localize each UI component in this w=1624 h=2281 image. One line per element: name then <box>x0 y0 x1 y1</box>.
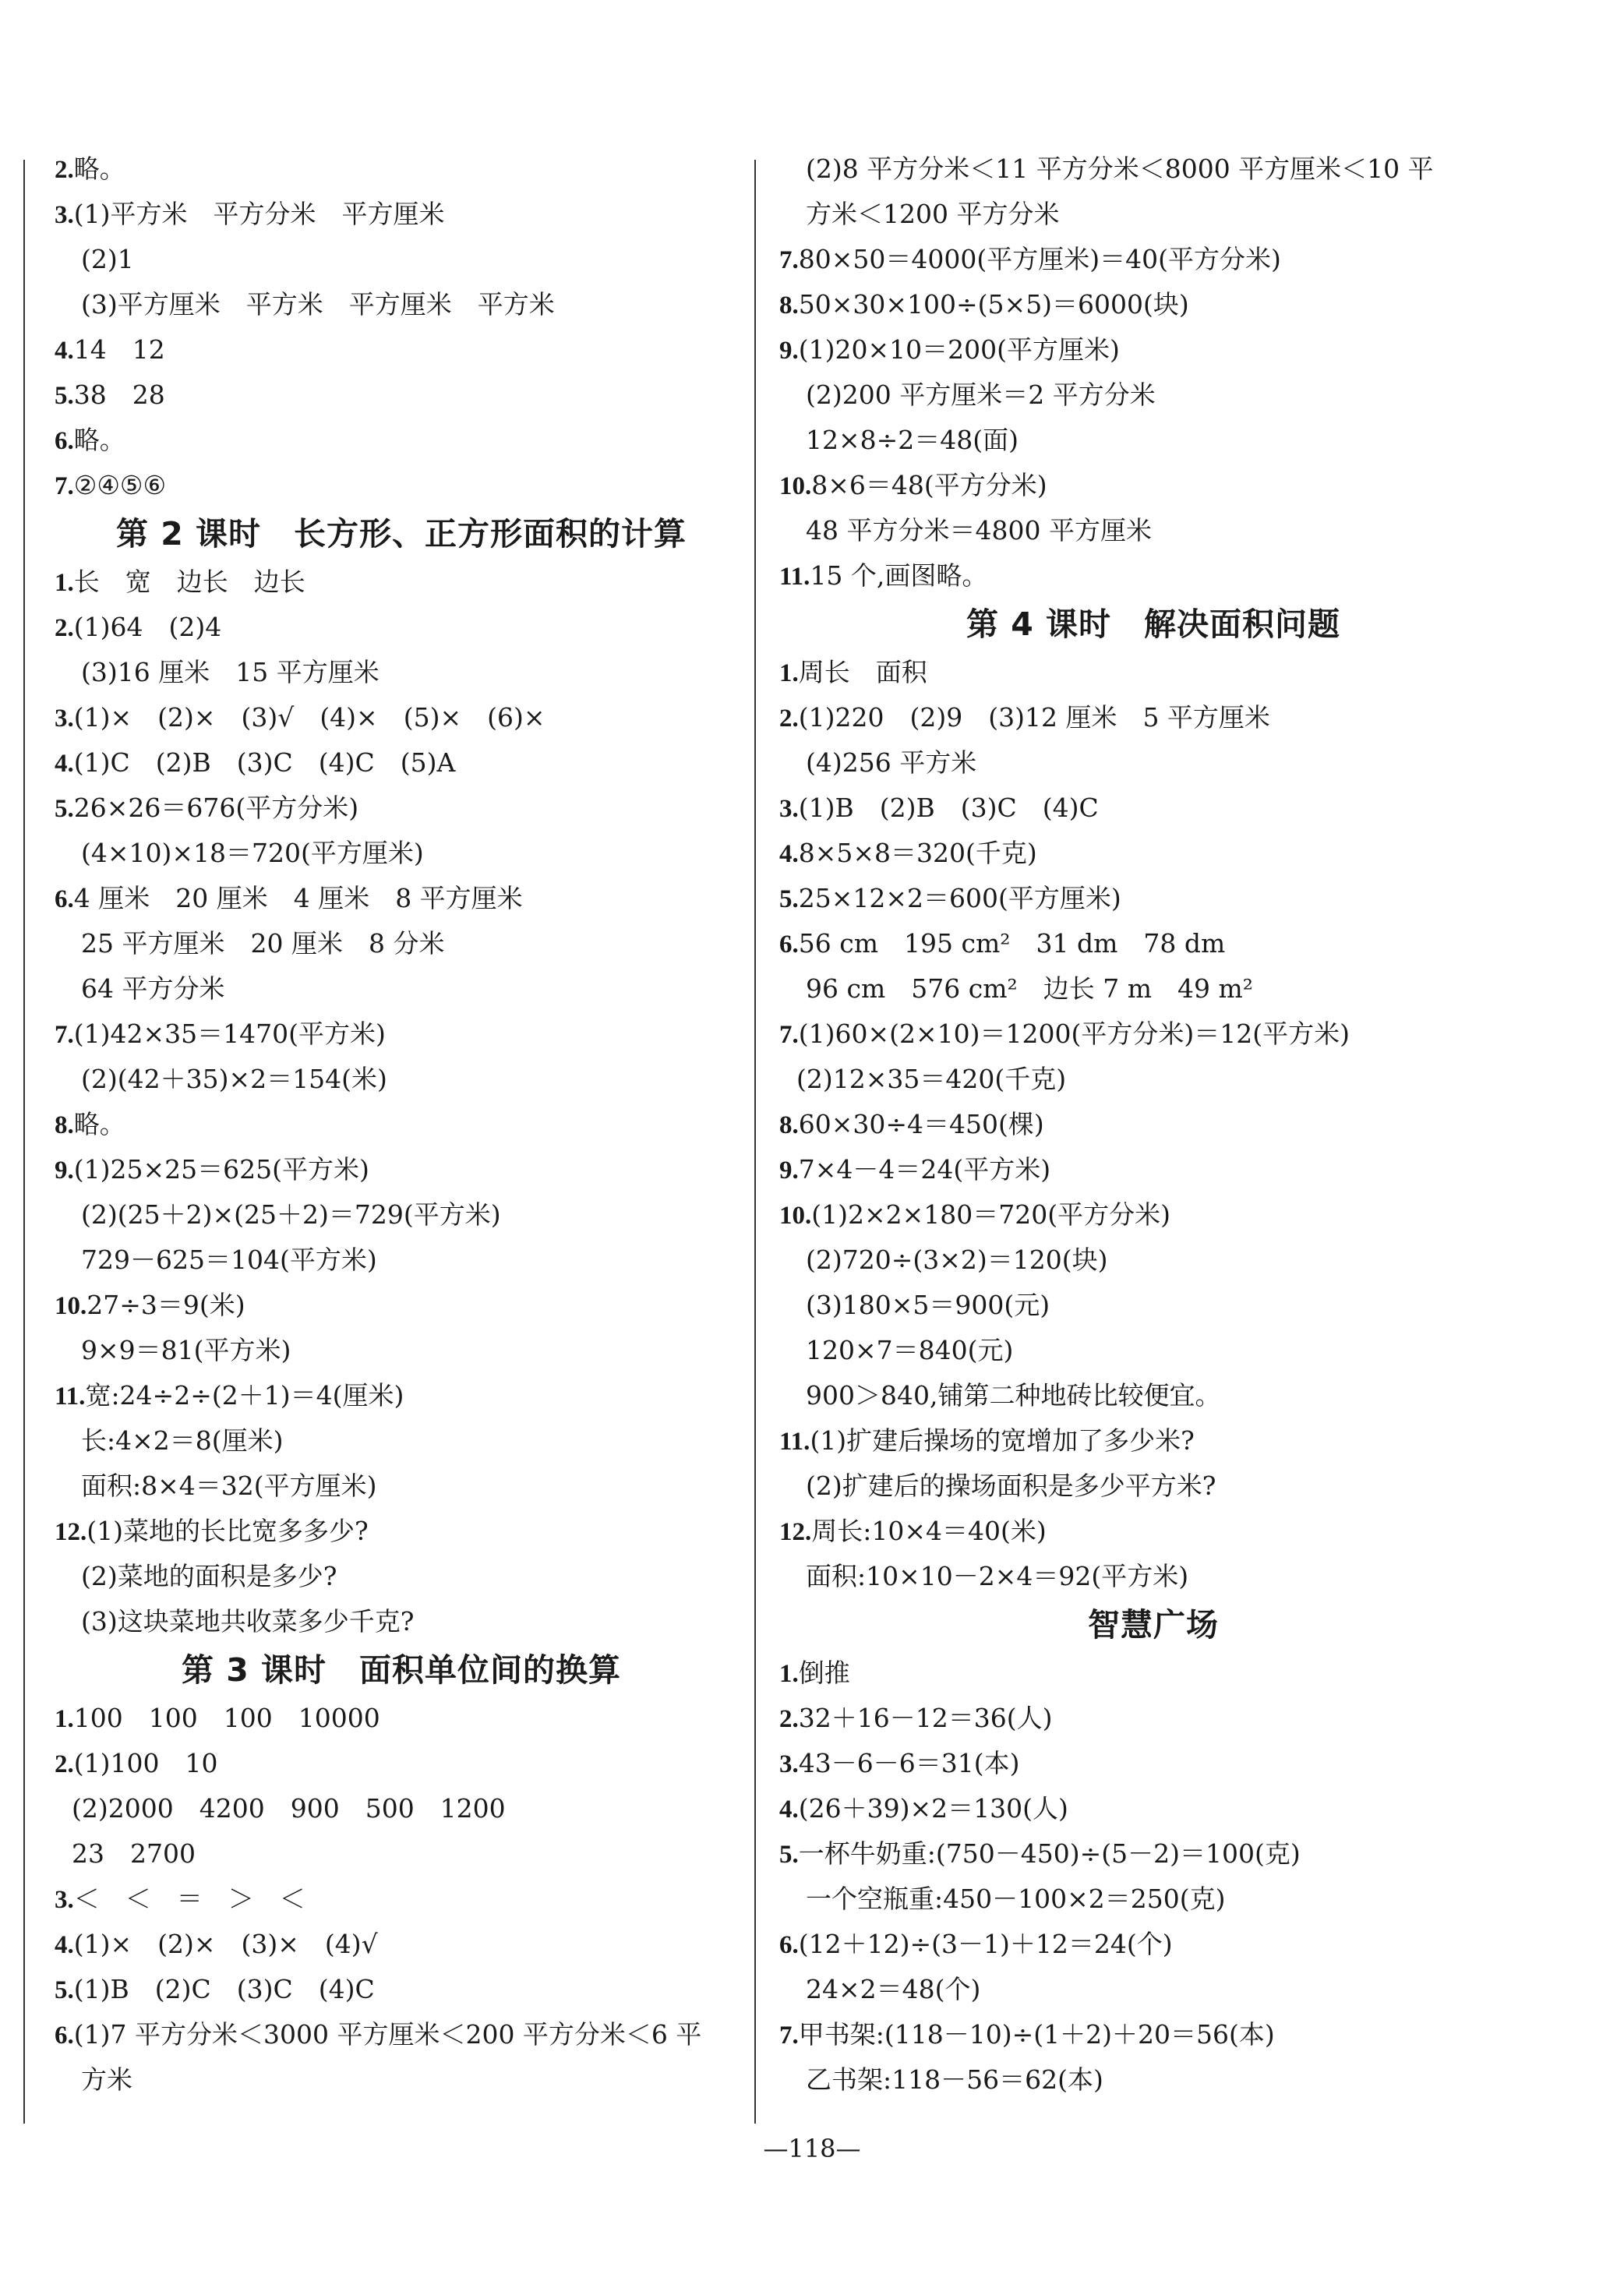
answer-continuation <box>55 1464 748 1509</box>
answer-text: 一个空瓶重:450－100×2＝250(克) <box>806 1884 1226 1914</box>
answer-text: 100 100 100 10000 <box>73 1703 380 1733</box>
answer-text: 25 平方厘米 20 厘米 8 分米 <box>81 928 445 959</box>
answer-text: 面积:10×10－2×4＝92(平方米) <box>806 1561 1189 1591</box>
item-number: 2. <box>55 156 74 184</box>
answer-text: 120×7＝840(元) <box>806 1335 1014 1365</box>
answer-continuation <box>55 1192 748 1238</box>
column-divider <box>754 160 756 2124</box>
answer-item <box>779 327 1527 373</box>
answer-text: (1)7 平方分米＜3000 平方厘米＜200 平方分米＜6 平 <box>73 2019 702 2050</box>
item-number: 4. <box>55 1931 74 1959</box>
item-number: 1. <box>55 1705 74 1733</box>
item-number: 10. <box>779 472 812 500</box>
answer-text: (26＋39)×2＝130(人) <box>798 1793 1068 1824</box>
answer-text: 方米＜1200 平方分米 <box>806 199 1060 229</box>
answer-text: (4)256 平方米 <box>806 747 977 778</box>
item-number: 12. <box>779 1518 812 1546</box>
answer-item <box>55 1147 748 1192</box>
answer-continuation <box>55 966 748 1012</box>
answer-text: 9×9＝81(平方米) <box>81 1335 291 1365</box>
item-number: 5. <box>55 795 74 823</box>
item-number: 7. <box>779 1021 799 1049</box>
answer-text: 96 cm 576 cm² 边长 7 m 49 m² <box>806 973 1254 1004</box>
answer-text: (2)(42＋35)×2＝154(米) <box>81 1064 387 1094</box>
answer-text: (2)扩建后的操场面积是多少平方米? <box>806 1471 1216 1501</box>
left-column <box>55 147 748 2103</box>
answer-text: (1)× (2)× (3)× (4)√ <box>73 1929 378 1959</box>
answer-text: 12×8÷2＝48(面) <box>806 425 1019 455</box>
answer-text: (1)平方米 平方分米 平方厘米 <box>73 199 445 229</box>
answer-item <box>55 373 748 418</box>
section-heading: 第 4 课时 解决面积问题 <box>966 606 1341 643</box>
answer-continuation <box>55 650 748 695</box>
section-heading: 第 2 课时 长方形、正方形面积的计算 <box>115 515 687 553</box>
answer-text: (1)扩建后操场的宽增加了多少米? <box>810 1425 1195 1456</box>
answer-item <box>55 1373 748 1418</box>
answer-text: 32＋16－12＝36(人) <box>798 1703 1053 1733</box>
item-number: 6. <box>55 885 74 913</box>
item-number: 5. <box>779 1841 799 1869</box>
answer-continuation <box>779 2057 1527 2103</box>
answer-text: 长:4×2＝8(厘米) <box>81 1425 284 1456</box>
answer-continuation <box>55 1057 748 1102</box>
answer-item <box>55 786 748 831</box>
answer-continuation <box>779 966 1527 1012</box>
item-number: 7. <box>779 246 799 274</box>
item-number: 7. <box>55 1021 74 1049</box>
answer-item <box>779 650 1527 695</box>
answer-text: (1)25×25＝625(平方米) <box>73 1154 369 1185</box>
item-number: 2. <box>55 1750 74 1778</box>
answer-text: (1)100 10 <box>73 1748 218 1778</box>
answer-text: 14 12 <box>73 334 165 365</box>
answer-continuation <box>55 1599 748 1644</box>
answer-text: (1)× (2)× (3)√ (4)× (5)× (6)× <box>73 702 545 733</box>
answer-continuation <box>779 1554 1527 1599</box>
item-number: 9. <box>55 1156 74 1185</box>
answer-item <box>55 418 748 463</box>
answer-text: 7×4－4＝24(平方米) <box>798 1154 1051 1185</box>
item-number: 8. <box>779 1111 799 1139</box>
answer-continuation <box>779 1057 1527 1102</box>
answer-text: ②④⑤⑥ <box>73 470 167 500</box>
answer-item <box>779 876 1527 921</box>
item-number: 5. <box>55 1976 74 2004</box>
answer-text: 乙书架:118－56＝62(本) <box>806 2064 1103 2095</box>
answer-continuation <box>779 1464 1527 1509</box>
answer-text: ＜ ＜ ＝ ＞ ＜ <box>73 1884 305 1914</box>
answer-continuation <box>779 147 1527 192</box>
answer-text: (3)180×5＝900(元) <box>806 1290 1050 1320</box>
answer-continuation <box>779 1328 1527 1373</box>
answer-item <box>779 1651 1527 1696</box>
answer-text: (2)2000 4200 900 500 1200 <box>72 1793 506 1824</box>
answer-continuation <box>55 1418 748 1464</box>
answer-text: (2)8 平方分米＜11 平方分米＜8000 平方厘米＜10 平 <box>806 154 1434 184</box>
answer-item <box>779 1509 1527 1554</box>
answer-continuation <box>55 831 748 876</box>
item-number: 8. <box>779 291 799 320</box>
answer-continuation <box>779 1238 1527 1283</box>
answer-item <box>779 463 1527 508</box>
answer-text: (2)200 平方厘米＝2 平方分米 <box>806 380 1156 410</box>
answer-item <box>55 1696 748 1741</box>
answer-text: 43－6－6＝31(本) <box>798 1748 1020 1778</box>
answer-continuation <box>55 282 748 327</box>
item-number: 4. <box>779 1795 799 1824</box>
answer-continuation <box>779 508 1527 553</box>
answer-item <box>779 1922 1527 1967</box>
answer-text: 729－625＝104(平方米) <box>81 1245 377 1275</box>
answer-text: (2)12×35＝420(千克) <box>796 1064 1067 1094</box>
answer-continuation <box>779 740 1527 786</box>
item-number: 1. <box>55 569 74 597</box>
page-number: —118— <box>763 2134 861 2163</box>
answer-item <box>779 2012 1527 2057</box>
answer-item <box>55 1283 748 1328</box>
answer-text: 宽:24÷2÷(2＋1)＝4(厘米) <box>85 1380 404 1411</box>
item-number: 2. <box>779 1705 799 1733</box>
answer-item <box>55 605 748 650</box>
answer-text: (1)菜地的长比宽多多少? <box>86 1516 369 1546</box>
answer-text: (1)42×35＝1470(平方米) <box>73 1019 386 1049</box>
item-number: 7. <box>779 2021 799 2050</box>
answer-text: 48 平方分米＝4800 平方厘米 <box>806 515 1152 546</box>
answer-item <box>55 327 748 373</box>
item-number: 1. <box>779 659 799 687</box>
answer-text: 8×6＝48(平方分米) <box>811 470 1047 500</box>
answer-text: (1)B (2)B (3)C (4)C <box>798 793 1099 823</box>
answer-item <box>779 921 1527 966</box>
answer-text: (3)这块菜地共收菜多少千克? <box>81 1606 415 1637</box>
answer-text: 略。 <box>73 154 125 184</box>
answer-continuation <box>55 2057 748 2103</box>
item-number: 4. <box>779 840 799 868</box>
answer-item <box>779 786 1527 831</box>
item-number: 1. <box>779 1660 799 1688</box>
answer-text: (2)720÷(3×2)＝120(块) <box>806 1245 1108 1275</box>
answer-item <box>779 1741 1527 1786</box>
answer-item <box>55 1012 748 1057</box>
answer-text: 38 28 <box>73 380 165 410</box>
answer-item <box>55 1741 748 1786</box>
answer-text: 56 cm 195 cm² 31 dm 78 dm <box>798 928 1226 959</box>
item-number: 10. <box>55 1292 87 1320</box>
item-number: 9. <box>779 1156 799 1185</box>
left-margin-rule <box>23 160 25 2124</box>
answer-item <box>779 553 1527 598</box>
answer-item <box>779 1147 1527 1192</box>
answer-item <box>779 282 1527 327</box>
answer-text: (2)(25＋2)×(25＋2)＝729(平方米) <box>81 1199 501 1230</box>
answer-text: 周长:10×4＝40(米) <box>811 1516 1047 1546</box>
item-number: 11. <box>55 1382 86 1411</box>
answer-text: (1)20×10＝200(平方厘米) <box>798 334 1120 365</box>
answer-text: 24×2＝48(个) <box>806 1974 981 2004</box>
answer-item <box>55 192 748 237</box>
answer-text: 80×50＝4000(平方厘米)＝40(平方分米) <box>798 244 1281 274</box>
answer-text: 8×5×8＝320(千克) <box>798 838 1037 868</box>
answer-text: (1)B (2)C (3)C (4)C <box>73 1974 375 2004</box>
answer-item <box>779 695 1527 740</box>
answer-item <box>779 1102 1527 1147</box>
answer-text: (2)菜地的面积是多少? <box>81 1561 337 1591</box>
answer-continuation <box>779 1283 1527 1328</box>
item-number: 6. <box>55 427 74 455</box>
item-number: 3. <box>779 1750 799 1778</box>
answer-item <box>55 2012 748 2057</box>
answer-text: 4 厘米 20 厘米 4 厘米 8 平方厘米 <box>73 883 523 913</box>
answer-text: 27÷3＝9(米) <box>86 1290 245 1320</box>
answer-item <box>779 1831 1527 1877</box>
answer-text: 23 2700 <box>72 1838 196 1869</box>
answer-text: 一杯牛奶重:(750－450)÷(5－2)＝100(克) <box>798 1838 1301 1869</box>
answer-continuation <box>55 1786 748 1831</box>
answer-text: 倒推 <box>798 1658 850 1688</box>
answer-continuation <box>779 1877 1527 1922</box>
answer-item <box>779 1786 1527 1831</box>
answer-item <box>55 1877 748 1922</box>
answer-text: 面积:8×4＝32(平方厘米) <box>81 1471 377 1501</box>
answer-item <box>779 1418 1527 1464</box>
item-number: 7. <box>55 472 74 500</box>
item-number: 3. <box>55 1886 74 1914</box>
answer-continuation <box>779 192 1527 237</box>
right-column <box>779 147 1527 2103</box>
answer-item <box>55 876 748 921</box>
item-number: 6. <box>779 1931 799 1959</box>
answer-item <box>55 695 748 740</box>
answer-continuation <box>779 418 1527 463</box>
answer-text: 长 宽 边长 边长 <box>73 567 305 597</box>
answer-item <box>55 1509 748 1554</box>
item-number: 2. <box>55 614 74 642</box>
item-number: 11. <box>779 1428 810 1456</box>
answer-item <box>55 147 748 192</box>
answer-item <box>779 237 1527 282</box>
item-number: 12. <box>55 1518 87 1546</box>
answer-item <box>55 740 748 786</box>
answer-text: (12＋12)÷(3－1)＋12＝24(个) <box>798 1929 1173 1959</box>
answer-text: 50×30×100÷(5×5)＝6000(块) <box>798 289 1189 320</box>
answer-text: 15 个,画图略。 <box>810 560 988 591</box>
answer-continuation <box>55 921 748 966</box>
item-number: 4. <box>55 337 74 365</box>
answer-text: (1)64 (2)4 <box>73 612 222 642</box>
item-number: 6. <box>55 2021 74 2050</box>
answer-text: 周长 面积 <box>798 657 927 687</box>
answer-continuation <box>55 1831 748 1877</box>
answer-text: 甲书架:(118－10)÷(1＋2)＋20＝56(本) <box>798 2019 1275 2050</box>
item-number: 3. <box>55 201 74 229</box>
item-number: 3. <box>55 704 74 733</box>
answer-text: 25×12×2＝600(平方厘米) <box>798 883 1121 913</box>
answer-text: (1)2×2×180＝720(平方分米) <box>811 1199 1171 1230</box>
section-heading: 第 3 课时 面积单位间的换算 <box>181 1651 622 1689</box>
answer-continuation <box>55 1238 748 1283</box>
answer-text: 略。 <box>73 425 125 455</box>
section-heading: 智慧广场 <box>1088 1606 1219 1644</box>
answer-text: 60×30÷4＝450(棵) <box>798 1109 1044 1139</box>
answer-text: 26×26＝676(平方分米) <box>73 793 359 823</box>
answer-text: (4×10)×18＝720(平方厘米) <box>81 838 424 868</box>
answer-continuation <box>55 1554 748 1599</box>
item-number: 11. <box>779 563 810 591</box>
answer-item <box>779 1192 1527 1238</box>
answer-continuation <box>55 237 748 282</box>
item-number: 3. <box>779 795 799 823</box>
answer-continuation <box>55 1328 748 1373</box>
answer-text: (2)1 <box>81 244 134 274</box>
answer-item <box>779 1012 1527 1057</box>
answer-text: (1)220 (2)9 (3)12 厘米 5 平方厘米 <box>798 702 1270 733</box>
answer-text: 900＞840,铺第二种地砖比较便宜。 <box>806 1380 1221 1411</box>
item-number: 10. <box>779 1202 812 1230</box>
answer-item <box>55 1922 748 1967</box>
answer-text: (3)16 厘米 15 平方厘米 <box>81 657 380 687</box>
answer-text: 方米 <box>81 2064 132 2095</box>
answer-continuation <box>779 1373 1527 1418</box>
item-number: 8. <box>55 1111 74 1139</box>
answer-item <box>779 831 1527 876</box>
answer-item <box>55 560 748 605</box>
answer-item <box>779 1696 1527 1741</box>
item-number: 2. <box>779 704 799 733</box>
answer-item <box>55 1967 748 2012</box>
answer-text: (1)C (2)B (3)C (4)C (5)A <box>73 747 456 778</box>
answer-continuation <box>779 1967 1527 2012</box>
answer-item <box>55 1102 748 1147</box>
answer-text: 略。 <box>73 1109 125 1139</box>
item-number: 6. <box>779 930 799 959</box>
item-number: 9. <box>779 337 799 365</box>
answer-continuation <box>779 373 1527 418</box>
answer-text: (3)平方厘米 平方米 平方厘米 平方米 <box>81 289 555 320</box>
item-number: 5. <box>779 885 799 913</box>
answer-text: (1)60×(2×10)＝1200(平方分米)＝12(平方米) <box>798 1019 1350 1049</box>
item-number: 5. <box>55 382 74 410</box>
answer-item <box>55 463 748 508</box>
answer-text: 64 平方分米 <box>81 973 225 1004</box>
item-number: 4. <box>55 750 74 778</box>
